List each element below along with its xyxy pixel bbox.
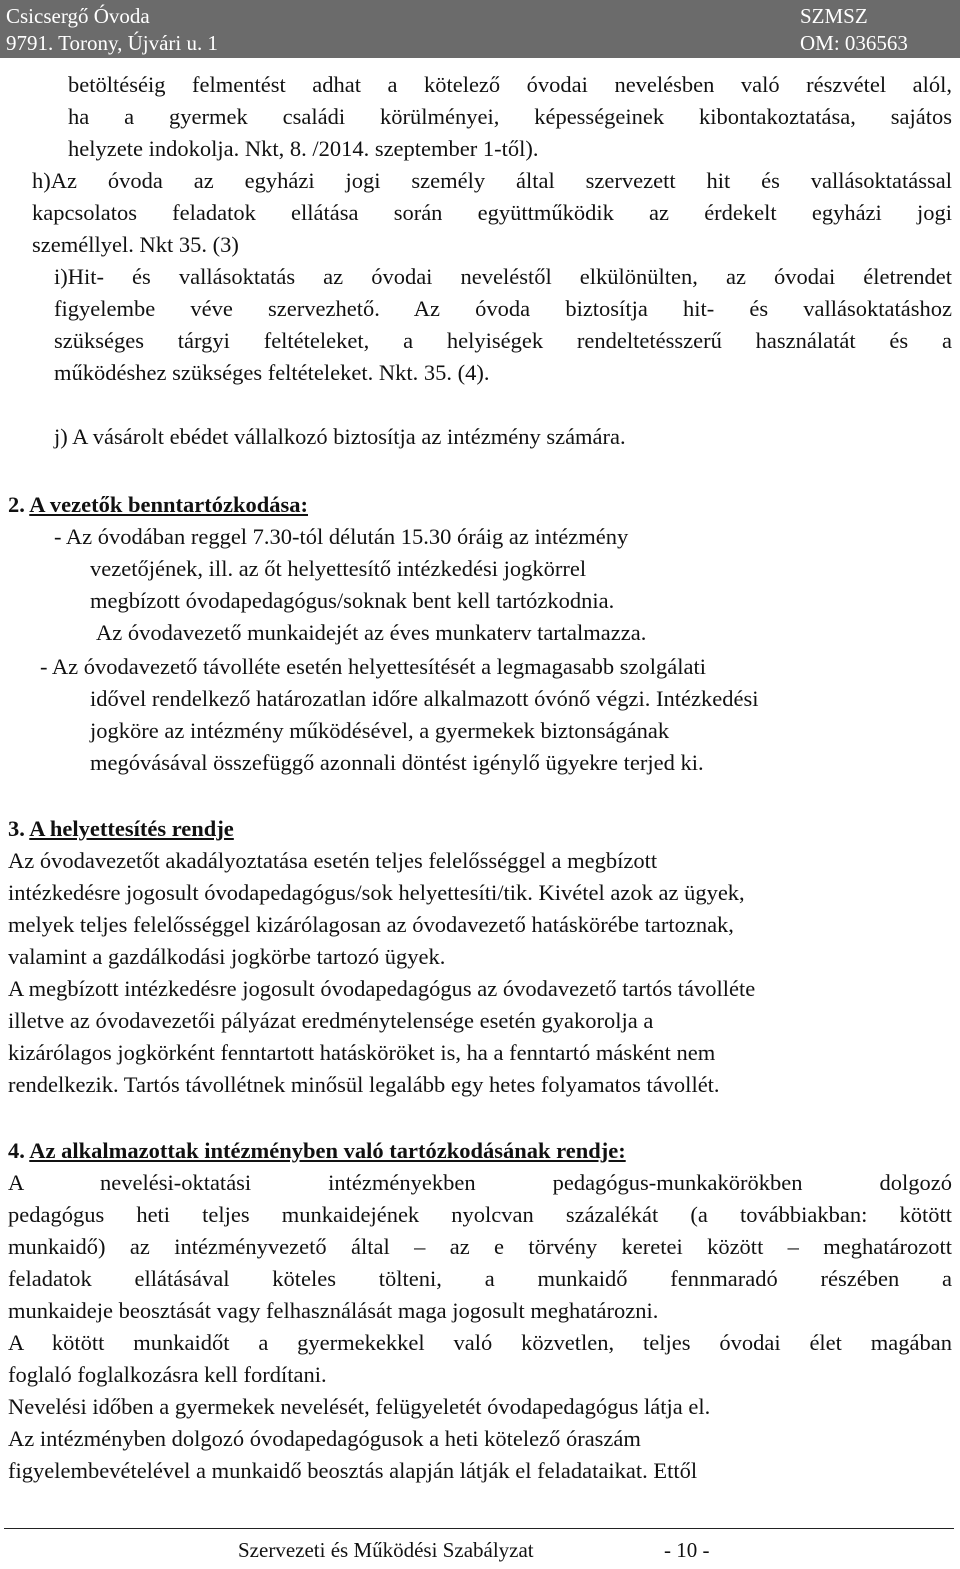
text-line: feladatok ellátásával köteles tölteni, a munkaidő fennmaradó részében a <box>8 1266 952 1291</box>
text-line: h)Az óvoda az egyházi jogi személy által szervezett hit és vallásoktatással <box>32 168 952 193</box>
text-line: i)Hit- és vallásoktatás az óvodai neveléstől elkülönülten, az óvodai életrendet <box>54 264 952 289</box>
text-line: Az óvodavezető munkaidejét az éves munkaterv tartalmazza. <box>96 620 647 645</box>
text-line: jogköre az intézmény működésével, a gyermekek biztonságának <box>90 718 670 743</box>
text-line: megóvásával összefüggő azonnali döntést igénylő ügyekre terjed ki. <box>90 750 704 775</box>
section-title: Az alkalmazottak intézményben való tartózkodásának rendje: <box>29 1138 626 1163</box>
section-heading-2 <box>8 490 308 519</box>
text-line: foglaló foglalkozásra kell fordítani. <box>8 1362 327 1387</box>
text-line: vezetőjének, ill. az őt helyettesítő intézkedési jogkörrel <box>90 556 587 581</box>
text-line: A megbízott intézkedésre jogosult óvodapedagógus az óvodavezető tartós távolléte <box>8 976 756 1001</box>
text-line: munkaideje beosztását vagy felhasználását maga jogosult meghatározni. <box>8 1298 659 1323</box>
section-number: 4. <box>8 1138 30 1163</box>
text-line: Az intézményben dolgozó óvodapedagógusok a heti kötelező óraszám <box>8 1426 641 1451</box>
text-line: szükséges tárgyi feltételeket, a helyiségek rendeltetésszerű használatát és a <box>54 328 952 353</box>
section-title: A helyettesítés rendje <box>29 816 234 841</box>
section-number: 3. <box>8 816 30 841</box>
text-line: megbízott óvodapedagógus/soknak bent kell tartózkodnia. <box>90 588 615 613</box>
header-left <box>6 3 218 57</box>
text-line: Az óvodavezetőt akadályoztatása esetén teljes felelősséggel a megbízott <box>8 848 658 873</box>
text-line: A nevelési-oktatási intézményekben pedagógus-munkakörökben dolgozó <box>8 1170 952 1195</box>
section-heading-3 <box>8 814 234 843</box>
text-line: működéshez szükséges feltételeket. Nkt. 35. (4). <box>54 360 490 385</box>
section-number: 2. <box>8 492 30 517</box>
page-number: - 10 - <box>664 1538 710 1562</box>
text-line: j) A vásárolt ebédet vállalkozó biztosítja az intézmény számára. <box>54 424 626 449</box>
text-line: kizárólagos jogkörként fenntartott hatásköröket is, ha a fenntartó másként nem <box>8 1040 716 1065</box>
text-line: idővel rendelkező határozatlan időre alkalmazott óvónő végzi. Intézkedési <box>90 686 759 711</box>
text-line: - Az óvodában reggel 7.30-tól délután 15.30 óráig az intézmény <box>54 524 629 549</box>
om-identifier: OM: 036563 <box>800 31 908 55</box>
text-line: melyek teljes felelősséggel kizárólagosan az óvodavezető hatáskörébe tartoznak, <box>8 912 734 937</box>
footer-title: Szervezeti és Működési Szabályzat <box>238 1538 534 1562</box>
text-line: valamint a gazdálkodási jogkörbe tartozó ügyek. <box>8 944 446 969</box>
text-line: figyelembevételével a munkaidő beosztás alapján látják el feladataikat. Ettől <box>8 1458 698 1483</box>
text-line: - Az óvodavezető távolléte esetén helyettesítését a legmagasabb szolgálati <box>40 654 706 679</box>
text-line: munkaidő) az intézményvezető által – az e törvény keretei között – meghatározott <box>8 1234 952 1259</box>
footer-divider <box>4 1528 954 1529</box>
institution-name: Csicsergő Óvoda <box>6 4 150 28</box>
text-line: betöltéséig felmentést adhat a kötelező óvodai nevelésben való részvétel alól, <box>68 72 952 97</box>
page-header <box>0 0 960 58</box>
text-line: A kötött munkaidőt a gyermekekkel való közvetlen, teljes óvodai élet magában <box>8 1330 952 1355</box>
section-heading-4 <box>8 1136 626 1165</box>
header-right <box>800 3 908 57</box>
text-line: helyzete indokolja. Nkt, 8. /2014. szeptember 1-től). <box>68 136 539 161</box>
institution-address: 9791. Torony, Újvári u. 1 <box>6 31 219 55</box>
text-line: rendelkezik. Tartós távollétnek minősül legalább egy hetes folyamatos távollét. <box>8 1072 720 1097</box>
text-line: ha a gyermek családi körülményei, képességeinek kibontakoztatása, sajátos <box>68 104 952 129</box>
text-line: Nevelési időben a gyermekek nevelését, felügyeletét óvodapedagógus látja el. <box>8 1394 711 1419</box>
text-line: illetve az óvodavezetői pályázat eredménytelensége esetén gyakorolja a <box>8 1008 654 1033</box>
section-title: A vezetők benntartózkodása: <box>29 492 308 517</box>
text-line: figyelembe véve szervezhető. Az óvoda biztosítja hit- és vallásoktatáshoz <box>54 296 952 321</box>
text-line: kapcsolatos feladatok ellátása során együttműködik az érdekelt egyházi jogi <box>32 200 952 225</box>
text-line: pedagógus heti teljes munkaidejének nyolcvan százalékát (a továbbiakban: kötött <box>8 1202 952 1227</box>
text-line: személlyel. Nkt 35. (3) <box>32 232 239 257</box>
document-code: SZMSZ <box>800 4 868 28</box>
text-line: intézkedésre jogosult óvodapedagógus/sok helyettesíti/tik. Kivétel azok az ügyek, <box>8 880 745 905</box>
